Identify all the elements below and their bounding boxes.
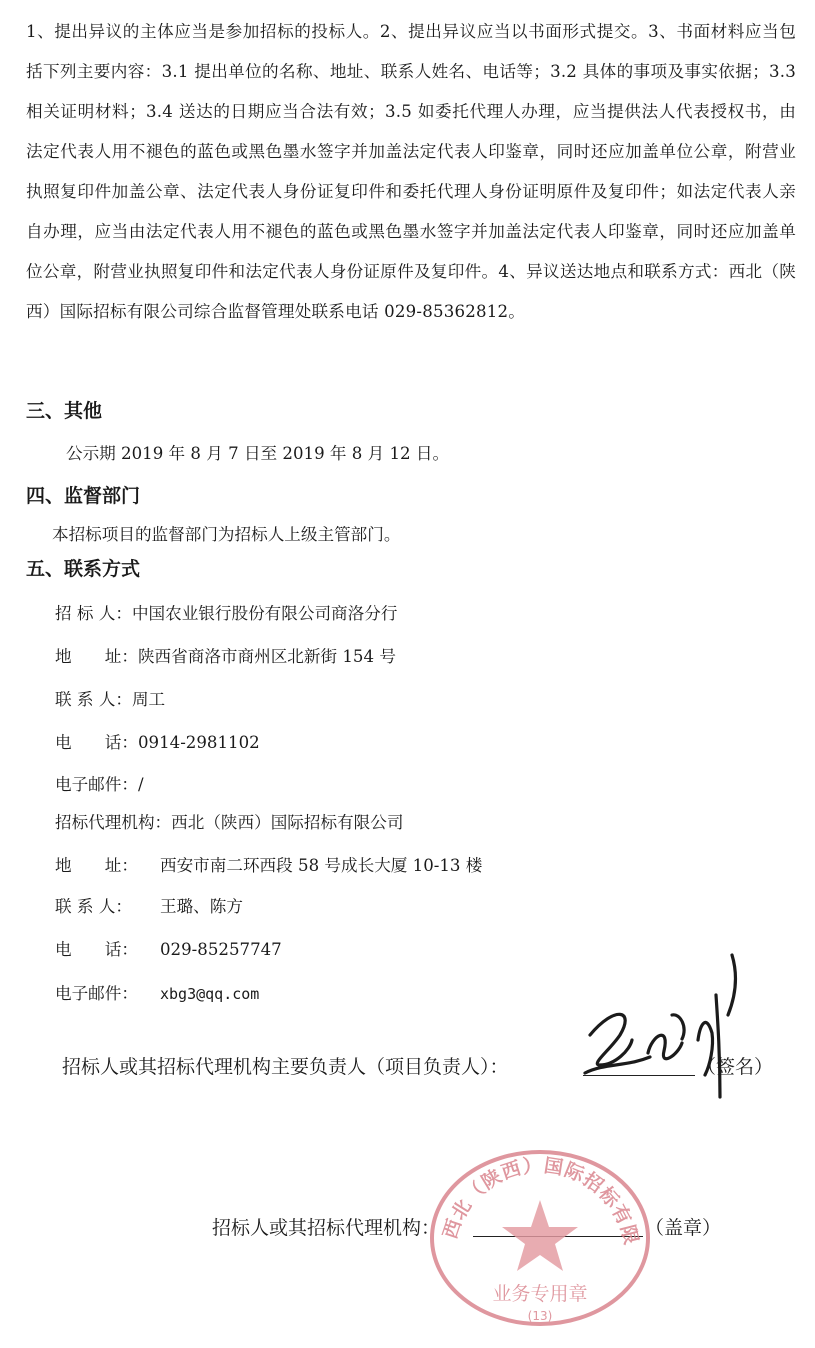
contact-value: 王璐、陈方 (160, 897, 243, 916)
seal-bottom-text: 业务专用章 (492, 1283, 588, 1305)
contact-row-agency-phone (55, 936, 282, 960)
section-heading-other: 三、其他 (26, 400, 103, 422)
publicity-period-text: 公示期 2019 年 8 月 7 日至 2019 年 8 月 12 日。 (66, 444, 450, 463)
contact-row-tenderer-email (55, 771, 144, 795)
contact-value: xbg3@qq.com (160, 985, 260, 1003)
seal-number: (13) (527, 1309, 553, 1323)
stamp-suffix: （盖章） (645, 1217, 722, 1239)
contact-label: 联 系 人： (55, 690, 132, 709)
contact-row-tenderer (55, 600, 397, 624)
section-heading-contact: 五、联系方式 (26, 558, 141, 580)
contact-label: 电 话： (55, 940, 138, 959)
handwritten-signature (560, 955, 760, 1105)
contact-label: 电子邮件： (55, 984, 138, 1003)
contact-label: 招 标 人： (55, 604, 132, 623)
contact-row-agency-email (55, 980, 259, 1004)
stamp-label: 招标人或其招标代理机构： (212, 1217, 441, 1239)
contact-value: / (137, 775, 144, 794)
contact-row-tenderer-address (55, 643, 396, 667)
supervision-text: 本招标项目的监督部门为招标人上级主管部门。 (52, 525, 401, 544)
contact-row-agency (55, 809, 403, 833)
contact-row-tenderer-phone (55, 729, 260, 753)
company-seal-stamp (409, 1123, 660, 1330)
contact-value: 029-85257747 (160, 940, 282, 959)
contact-label: 招标代理机构： (55, 813, 172, 832)
contact-row-agency-person (55, 893, 243, 917)
contact-value: 中国农业银行股份有限公司商洛分行 (131, 604, 398, 623)
seal-ring-text: 西北（陕西）国际招标有限公司 (409, 1123, 643, 1248)
contact-row-tenderer-person (55, 686, 165, 710)
contact-label: 电 话： (55, 733, 138, 752)
contact-label: 地 址： (55, 856, 138, 875)
section-heading-supervision: 四、监督部门 (26, 485, 141, 507)
contact-value: 周工 (131, 690, 166, 709)
contact-label: 地 址： (55, 647, 138, 666)
signature-suffix: （签名） (697, 1056, 774, 1078)
contact-row-agency-address (55, 852, 482, 876)
signature-label: 招标人或其招标代理机构主要负责人（项目负责人）： (62, 1056, 509, 1078)
contact-label: 联 系 人： (55, 897, 132, 916)
objection-paragraph: 1、提出异议的主体应当是参加招标的投标人。2、提出异议应当以书面形式提交。3、书面材料应当包括下列主要内容：3.1 提出单位的名称、地址、联系人姓名、电话等；3.2 具体的事项及事实依据；3.3 相关证明材料；3.4 送达的日期应当合法有效；3.5 如委托代理人办理，应当提供法人代表授权书，由法定代表人用不褪色的蓝色或黑色墨水签字并加盖法定代表人印鉴章，同时还应加盖单位公章，附营业执照复印件加盖公章、法定代表人身份证复印件和委托代理人身份证明原件及复印件；如法定代表人亲自办理，应当由法定代表人用不褪色的蓝色或黑色墨水签字并加盖法定代表人印鉴章，同时还应加盖单位公章，附营业执照复印件和法定代表人身份证原件及复印件。4、异议送达地点和联系方式：西北（陕西）国际招标有限公司综合监督管理处联系电话 029-85362812。 (26, 22, 796, 321)
contact-value: 西北（陕西）国际招标有限公司 (171, 813, 404, 832)
contact-value: 0914-2981102 (137, 733, 260, 752)
contact-value: 陕西省商洛市商州区北新街 154 号 (137, 647, 396, 666)
contact-label: 电子邮件： (55, 775, 138, 794)
contact-value: 西安市南二环西段 58 号成长大厦 10-13 楼 (160, 856, 483, 875)
